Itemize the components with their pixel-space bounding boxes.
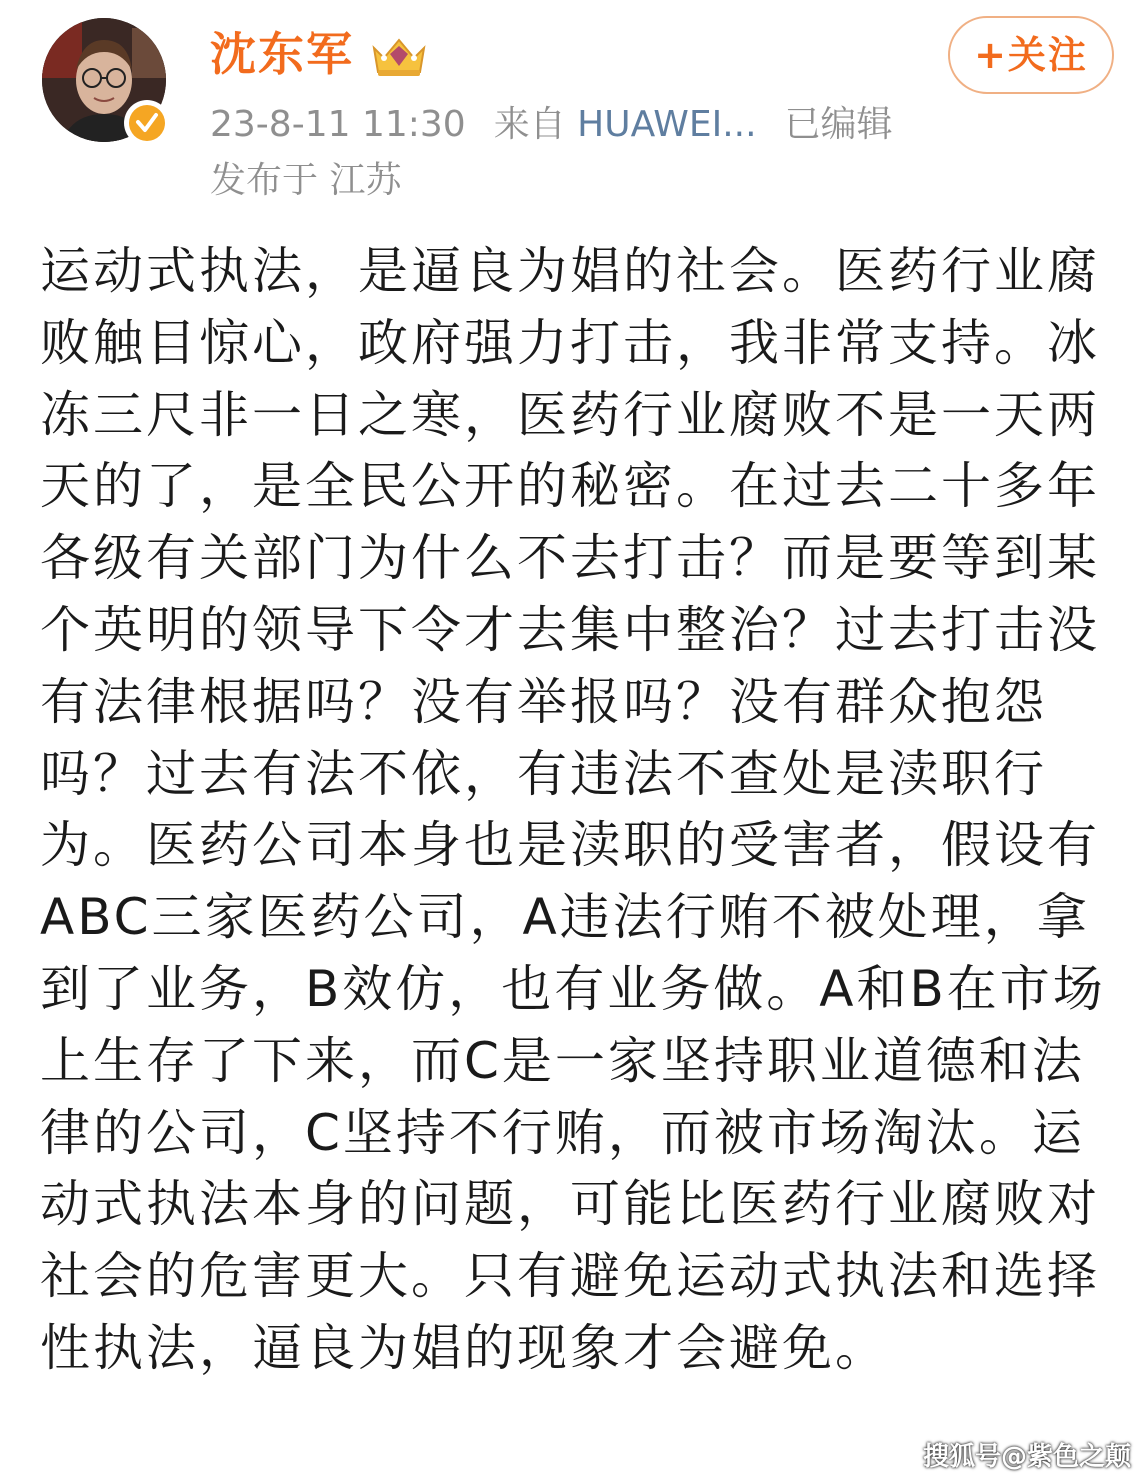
source-prefix: 来自 — [493, 104, 566, 145]
watermark: 搜狐号@紫色之颠 — [922, 1442, 1131, 1472]
post-meta — [210, 100, 893, 150]
post-location: 发布于 江苏 — [210, 160, 402, 201]
post-text: 运动式执法，是逼良为娼的社会。医药行业腐败触目惊心，政府强力打击，我非常支持。冰冻三尺非一日之寒，医药行业腐败不是一天两天的了，是全民公开的秘密。在过去二十多年各级有关部门为什么不去打击？而是要等到某个英明的领导下令才去集中整治？过去打击没有法律根据吗？没有举报吗？没有群众抱怨吗？过去有法不依，有违法不查处是渎职行为。医药公司本身也是渎职的受害者，假设有ABC三家医药公司，A违法行贿不被处理，拿到了业务，B效仿，也有业务做。A和B在市场上生存了下来，而C是一家坚持职业道德和法律的公司，C坚持不行贿，而被市场淘汰。运动式执法本身的问题，可能比医药行业腐败对社会的危害更大。只有避免运动式执法和选择性执法，逼良为娼的现象才会避免。 — [40, 242, 1106, 1377]
username[interactable]: 沈东军 — [210, 27, 354, 81]
device-source-link[interactable]: HUAWEI... — [577, 104, 757, 145]
follow-button[interactable]: +关注 — [948, 16, 1114, 94]
verified-badge-icon — [124, 100, 170, 146]
crown-badge-icon[interactable] — [368, 34, 430, 80]
post-timestamp: 23-8-11 11:30 — [210, 104, 466, 145]
edited-label[interactable]: 已编辑 — [784, 104, 893, 145]
